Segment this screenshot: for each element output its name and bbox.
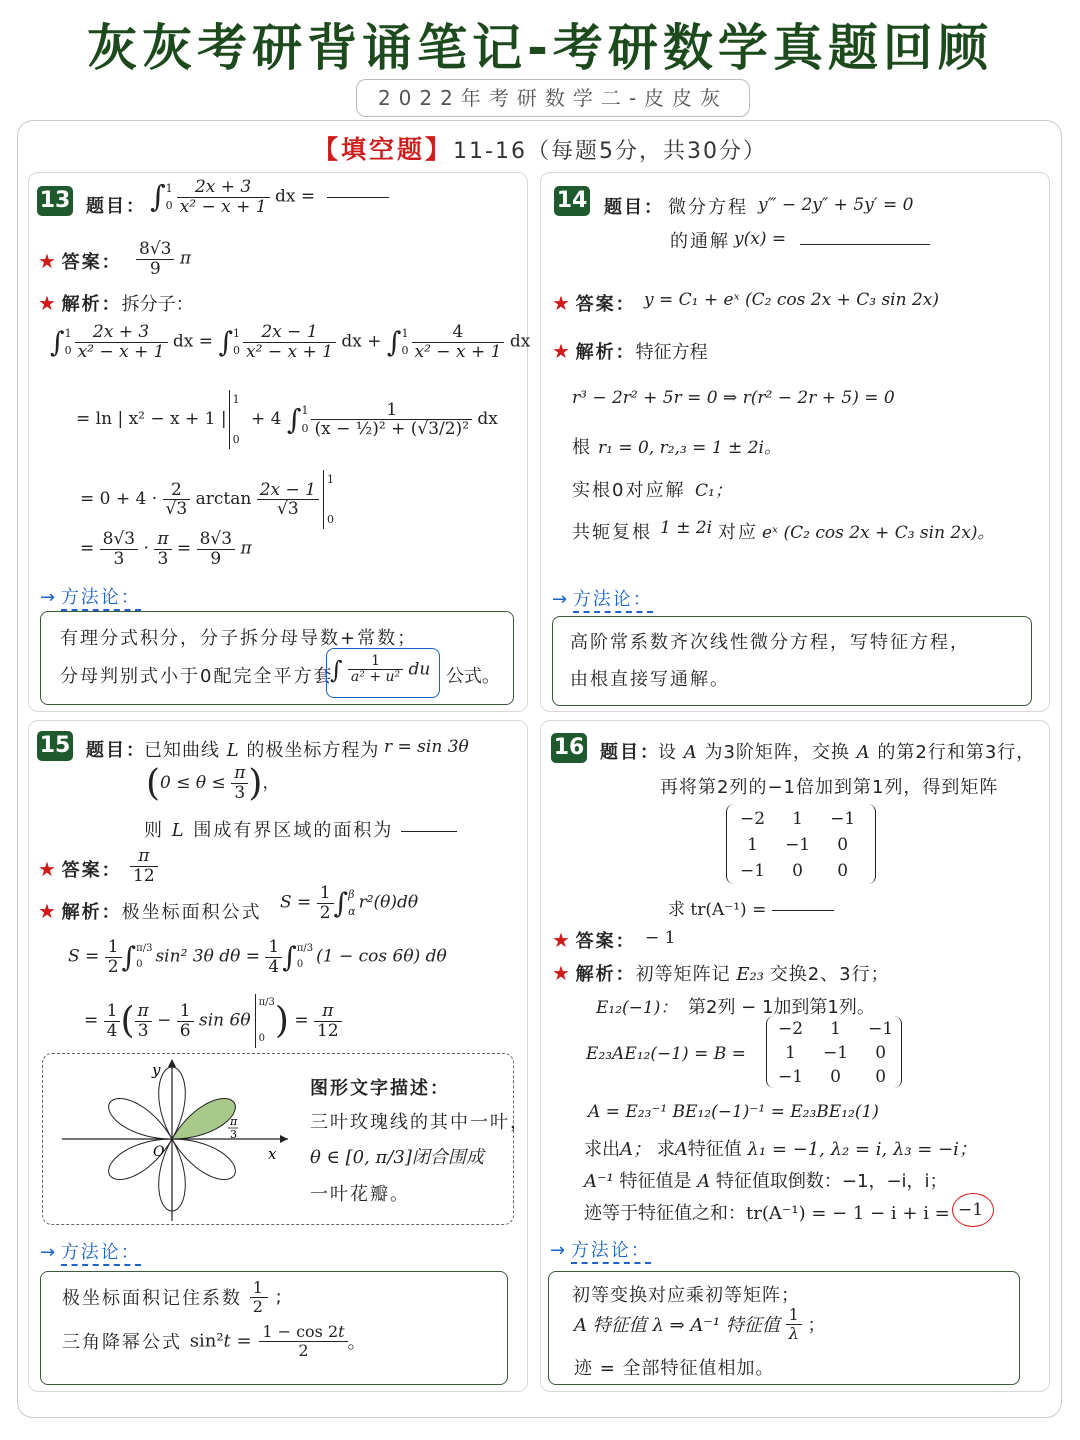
question-number: 13 [37,186,73,216]
figure-desc-title: 图形文字描述： [310,1078,450,1099]
step-text: = 0 + 4 · [80,489,158,510]
method-line: A 特征值 λ ⇒ A⁻¹ 特征值 $\frac{1}{\lambda}$ ； [574,1305,826,1343]
angle-label-den: 3 [230,1128,237,1141]
method-line: 高阶常系数齐次线性微分方程，写特征方程， [570,632,970,653]
method-line: 公式。 [446,666,500,687]
q13-answer: $\frac{8√3}{9}$ π [136,240,191,278]
q15-range: (0 ≤ θ ≤ $\frac{\pi}{3}$ )， [146,763,280,804]
analysis-label: 解析： [61,902,122,923]
q16-circled-answer: −1 [958,1200,984,1220]
matrix-cell: 0 [875,1043,887,1063]
method-formula: ∫ $\frac{1}{\text{a² + u²}}$ du [330,653,431,686]
q13-prompt-tail: dx = [274,186,316,207]
method-text: ； [807,1315,826,1337]
angle-label: π [230,1115,238,1128]
line-text: 求出 [584,1139,620,1160]
prompt-text: 为3阶矩阵，交换 [704,742,850,763]
q13-step4: = $\frac{8√3}{3}$ · $\frac{\pi}{3}$ = $\frac{8√3}{9}$ π [80,529,252,569]
q13-step1: ∫1 0 $\frac{2x + 3}{\text{x² − x + 1}}$ dx = ∫1 0 $\frac{2x - 1}{\text{x² − x + 1}}$ dx + ∫1 0 $\frac{4}{\text{x² − x + 1}}$ dx [50,322,531,362]
line-math: A； [620,1139,651,1160]
figure-desc-line: θ ∈ [0, π/3]闭合围成 [310,1147,484,1168]
method-text: A 特征值 λ ⇒ A⁻¹ 特征值 [574,1315,780,1337]
q14-line2-math: r₁ = 0, r₂,₃ = 1 ± 2i。 [598,438,781,458]
prompt-math: L [171,820,186,841]
matrix-cell: 1 [785,1043,796,1063]
matrix-cell: −2 [778,1019,804,1039]
analysis-label: 解析： [61,294,122,315]
star-icon: ★ [38,291,56,315]
q13-step3: = 0 + 4 · $\frac{2}{√3}$ arctan $\frac{2x - 1}{√3}$ 1 0 [80,470,334,529]
method-heading: → 方法论： [550,1236,651,1262]
matrix-cell: 0 [837,835,849,855]
y-axis-arrow-icon [168,1059,176,1067]
matrix-row [768,1017,903,1041]
question-label: 题目： [604,197,664,218]
answer-blank [772,910,834,911]
matrix-cell: −1 [785,835,811,855]
q14-line3-text: 实根0对应解 [572,480,686,501]
prompt-text: 围成有界区域的面积为 [193,820,394,841]
method-line: 有理分式积分，分子拆分母导数+常数； [60,628,418,649]
method-line: 极坐标面积记住系数 $\frac{1}{2}$ ; [62,1278,284,1316]
answer-label: 答案： [61,252,122,273]
star-icon: ★ [38,857,56,881]
matrix-B [730,806,865,884]
q13-step2: = ln | x² − x + 1 |1 0 + 4 ∫1 0 $\frac{1}{\text{(x − ½)² + (√3/2)²}}$ dx [76,390,498,449]
matrix-cell: −1 [778,1067,804,1087]
x-axis-arrow-icon [280,1135,288,1143]
q14-line2-text: 根 [572,437,590,458]
rose-curve-figure [52,1055,292,1225]
matrix-cell: −1 [823,1043,849,1063]
method-label: 方法论： [61,587,141,611]
star-icon: ★ [552,961,570,985]
q16-line1-text: 第2列 − 1加到第1列。 [688,997,875,1018]
prompt-text: 则 [144,820,164,841]
method-heading: → 方法论： [40,583,141,609]
range-comma: ， [262,773,280,793]
star-icon: ★ [38,249,56,273]
line-math: A [697,1171,711,1192]
analysis-note: 拆分子： [121,294,194,315]
star-icon: ★ [552,928,570,952]
figure-desc-line: 一叶花瓣。 [310,1184,410,1205]
analysis-note: 初等矩阵记 [635,964,731,985]
method-heading: → 方法论： [552,585,653,611]
analysis-math: E₂₃ [736,964,764,985]
analysis-label: 解析： [575,342,636,363]
section-range: 11-16（每题5分，共30分） [453,139,767,164]
analysis-row [38,898,262,924]
q15-step2: = $\frac{1}{4}$ ( $\frac{\pi}{3}$ − $\frac{1}{6}$ sin 6θπ/3 0 ) = $\frac{\pi}{12}$ [84,994,342,1048]
question-label: 题目： [86,196,146,217]
method-line: 迹 = 全部特征值相加。 [574,1358,775,1379]
q15-prompt [144,736,379,762]
prompt-text: 设 [658,742,677,763]
prompt-math: A [683,742,698,763]
method-line: 初等变换对应乘初等矩阵； [572,1285,800,1306]
matrix-cell: 1 [830,1019,841,1039]
question-number: 16 [551,733,587,763]
method-text: 极坐标面积记住系数 [62,1288,242,1310]
answer-blank [800,244,930,245]
q16-line3: A = E₂₃⁻¹ BE₁₂(−1)⁻¹ = E₂₃BE₁₂(1) [588,1102,879,1122]
q15-prompt-2 [144,816,457,842]
step-text: + 4 [251,409,282,430]
step-text: = [80,538,95,559]
method-text: 三角降幂公式 [62,1332,182,1354]
x-axis-label: x [268,1145,277,1163]
matrix-cell: −1 [868,1019,894,1039]
analysis-label: 解析： [575,964,636,985]
subtitle: 2022年考研数学二-皮皮灰 [356,79,750,117]
matrix-row [730,832,865,858]
q14-equation: y‴ − 2y″ + 5y′ = 0 [758,195,914,215]
answer-label: 答案： [575,294,636,315]
q16-line4 [584,1135,977,1161]
analysis-row [552,960,890,986]
question-label: 题目： [86,740,146,761]
q14-line4-math: eˣ (C₂ cos 2x + C₃ sin 2x)。 [762,523,995,543]
section-heading [0,130,1080,166]
matrix-cell: 0 [792,861,803,881]
matrix-cell: 1 [747,835,758,855]
answer-row [552,927,636,953]
q16-line5 [584,1167,948,1193]
line-text: 特征值是 [619,1171,692,1192]
q14-line4-math: 1 ± 2i [660,518,713,538]
method-label: 方法论： [61,1242,141,1266]
matrix-cell: 0 [830,1067,841,1087]
range-text: 0 ≤ θ ≤ [160,773,226,793]
q14-prompt: 微分方程 [668,197,748,218]
q16-line1-math: E₁₂(−1)： [596,998,678,1018]
step-text: dx [509,331,531,352]
step-text: dx + [341,331,382,352]
q16-prompt-2: 再将第2列的−1倍加到第1列，得到矩阵 [660,777,999,798]
method-label: 方法论： [573,589,653,613]
q14-prompt-math: y(x) = [734,229,787,249]
q14-prompt: 的通解 [670,231,730,252]
prompt-math: L [226,740,240,761]
page-title: 灰灰考研背诵笔记-考研数学真题回顾 [87,19,993,77]
q15-area-formula: S = $\frac{1}{2}$ ∫β α r²(θ)dθ [280,883,419,923]
matrix-cell: −2 [740,809,766,829]
q16-prompt-1 [658,738,1035,764]
q15-answer: $\frac{\pi}{12}$ [130,847,158,885]
q16-line6 [584,1199,950,1225]
q14-line4-text: 共轭复根 [572,522,652,543]
question-number: 15 [37,731,73,761]
answer-row [38,248,122,274]
matrix-row [768,1065,903,1089]
step-text: arctan [195,489,252,510]
method-text: 。 [347,1332,368,1354]
highlighted-petal [172,1099,235,1140]
section-type: 【填空题】 [313,135,454,164]
answer-label: 答案： [61,860,122,881]
q14-answer: y = C₁ + eˣ (C₂ cos 2x + C₃ sin 2x) [644,290,940,310]
step-text: dx = [172,331,214,352]
analysis-row [38,290,194,316]
answer-label: 答案： [575,931,636,952]
matrix-row [768,1041,903,1065]
q14-line4-text: 对应 [718,522,758,543]
line-math: tr(A⁻¹) = − 1 − i + i = [746,1203,950,1224]
origin-label: O [153,1144,165,1160]
q14-line3-math: C₁； [695,481,732,501]
analysis-note: 特征方程 [635,342,708,363]
q15-step1: S = $\frac{1}{2}$ ∫π/3 0 sin² 3θ dθ = $\frac{1}{4}$ ∫π/3 0 (1 − cos 6θ) dθ [68,937,447,977]
figure-desc-line: 三叶玫瑰线的其中一叶， [310,1112,530,1133]
matrix-cell: 0 [837,861,849,881]
answer-blank [327,197,389,198]
prompt-text: 已知曲线 [144,740,220,761]
y-axis-label: y [152,1061,161,1079]
question-label: 题目： [600,742,660,763]
q13-integral: ∫1 0 $\frac{2x + 3}{\text{x² − x + 1}}$ dx = [150,178,389,216]
rose-petal [109,1099,172,1140]
prompt-text: 的第2行和第3行， [877,742,1036,763]
method-line: 分母判别式小于0配完全平方套 [60,666,334,687]
line-text: 求 [656,1139,675,1160]
prompt-math: 求 tr(A⁻¹) = [668,900,767,920]
rose-petal [172,1139,235,1180]
star-icon: ★ [38,899,56,923]
method-line: 由根直接写通解。 [570,669,730,690]
method-label: 方法论： [571,1240,651,1264]
q16-line2: E₂₃AE₁₂(−1) = B = [586,1044,746,1064]
q15-equation: r = sin 3θ [384,737,469,757]
analysis-note: 交换2、3行； [769,964,890,985]
q16-answer: − 1 [645,928,676,948]
star-icon: ★ [552,339,570,363]
q14-line1: r³ − 2r² + 5r = 0 ⇒ r(r² − 2r + 5) = 0 [572,388,895,408]
line-text: 迹等于特征值之和： [584,1203,746,1224]
method-line: 三角降幂公式 sin²t = $\frac{1 - \cos 2t}{2}$ 。 [62,1322,368,1360]
matrix-cell: −1 [740,861,766,881]
star-icon: ★ [552,291,570,315]
prompt-text: 的极坐标方程为 [246,740,380,761]
matrix-cell: −1 [830,809,856,829]
line-math: A [674,1139,688,1160]
line-math: λ₁ = −1, λ₂ = i, λ₃ = −i； [747,1139,977,1160]
analysis-row [552,338,708,364]
method-heading: → 方法论： [40,1238,141,1264]
answer-row [38,856,122,882]
line-text: 特征值 [687,1139,742,1160]
line-math: A⁻¹ [584,1171,614,1192]
analysis-note: 极坐标面积公式 [121,902,262,923]
matrix-row [730,858,865,884]
matrix-cell: 1 [792,809,803,829]
matrix-row [730,806,865,832]
prompt-math: A [856,742,871,763]
answer-blank [401,831,457,832]
matrix-B-repeat [768,1017,903,1089]
matrix-cell: 0 [875,1067,887,1087]
line-text: 特征值取倒数：−1，−i，i； [715,1171,948,1192]
step-text: = ln | x² − x + 1 | [76,409,227,430]
answer-row [552,290,636,316]
q16-prompt-3 [668,895,834,920]
question-number: 14 [554,186,590,216]
